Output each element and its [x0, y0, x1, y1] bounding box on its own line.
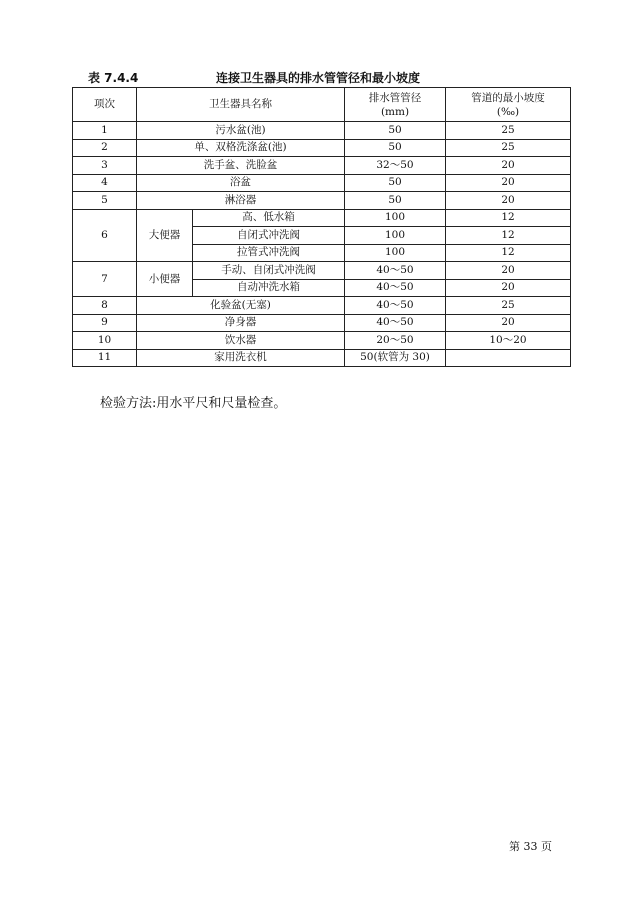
header-diameter: [345, 88, 446, 122]
header-slope-unit: (‰): [496, 105, 520, 118]
header-slope: [446, 88, 571, 122]
row-diameter: 40～50: [345, 279, 446, 297]
row-slope: 20: [446, 314, 571, 332]
header-diameter-label: 排水管管径: [368, 91, 422, 104]
table-caption: [88, 69, 568, 85]
row-diameter: 40～50: [345, 262, 446, 280]
row-diameter: 50: [345, 174, 446, 192]
row-name: 自动冲洗水箱: [193, 279, 345, 297]
row-index: 6: [73, 209, 137, 262]
row-name: 污水盆(池): [137, 122, 345, 140]
row-slope: 25: [446, 139, 571, 157]
table-row: [73, 157, 571, 175]
table-row: [73, 139, 571, 157]
row-name: 浴盆: [137, 174, 345, 192]
row-name: 化验盆(无塞): [137, 297, 345, 315]
row-name: 单、双格洗涤盆(池): [137, 139, 345, 157]
row-name: 净身器: [137, 314, 345, 332]
row-slope: 25: [446, 297, 571, 315]
row-diameter: 100: [345, 227, 446, 245]
row-diameter: 50: [345, 139, 446, 157]
table-number: 表 7.4.4: [88, 71, 139, 85]
header-diameter-unit: (mm): [380, 105, 410, 118]
table-row: [73, 209, 571, 227]
row-diameter: 50: [345, 122, 446, 140]
row-category: 大便器: [137, 209, 193, 262]
row-name: 饮水器: [137, 332, 345, 350]
row-slope: [446, 349, 571, 367]
row-name: 自闭式冲洗阀: [193, 227, 345, 245]
row-slope: 20: [446, 157, 571, 175]
row-index: 9: [73, 314, 137, 332]
row-index: 2: [73, 139, 137, 157]
table-row: [73, 349, 571, 367]
table-row: [73, 192, 571, 210]
row-diameter: 40～50: [345, 314, 446, 332]
row-index: 10: [73, 332, 137, 350]
row-diameter: 100: [345, 244, 446, 262]
row-diameter: 20～50: [345, 332, 446, 350]
table-row: [73, 122, 571, 140]
row-slope: 20: [446, 262, 571, 280]
header-slope-label: 管道的最小坡度: [471, 91, 545, 104]
row-index: 3: [73, 157, 137, 175]
table-title: 连接卫生器具的排水管管径和最小坡度: [216, 71, 421, 85]
row-slope: 25: [446, 122, 571, 140]
page-number: 第 33 页: [509, 840, 552, 853]
row-name: 洗手盆、洗脸盆: [137, 157, 345, 175]
row-index: 5: [73, 192, 137, 210]
row-diameter: 50(软管为 30): [345, 349, 446, 367]
row-diameter: 32～50: [345, 157, 446, 175]
table-header-row: [73, 88, 571, 122]
row-diameter: 100: [345, 209, 446, 227]
table-row: [73, 332, 571, 350]
row-index: 8: [73, 297, 137, 315]
row-index: 7: [73, 262, 137, 297]
table-row: [73, 314, 571, 332]
row-diameter: 50: [345, 192, 446, 210]
row-slope: 20: [446, 174, 571, 192]
row-slope: 10～20: [446, 332, 571, 350]
row-name: 高、低水箱: [193, 209, 345, 227]
row-category: 小便器: [137, 262, 193, 297]
header-fixture-name: 卫生器具名称: [137, 88, 345, 122]
row-diameter: 40～50: [345, 297, 446, 315]
row-slope: 20: [446, 192, 571, 210]
inspection-method-note: 检验方法:用水平尺和尺量检查。: [100, 396, 287, 411]
row-slope: 12: [446, 244, 571, 262]
row-slope: 20: [446, 279, 571, 297]
row-index: 11: [73, 349, 137, 367]
drain-pipe-table: [72, 87, 571, 367]
row-slope: 12: [446, 227, 571, 245]
table-row: [73, 262, 571, 280]
row-slope: 12: [446, 209, 571, 227]
row-name: 淋浴器: [137, 192, 345, 210]
row-name: 拉管式冲洗阀: [193, 244, 345, 262]
row-name: 家用洗衣机: [137, 349, 345, 367]
table-row: [73, 174, 571, 192]
row-name: 手动、自闭式冲洗阀: [193, 262, 345, 280]
row-index: 4: [73, 174, 137, 192]
row-index: 1: [73, 122, 137, 140]
table-row: [73, 297, 571, 315]
header-index: 项次: [73, 88, 137, 122]
